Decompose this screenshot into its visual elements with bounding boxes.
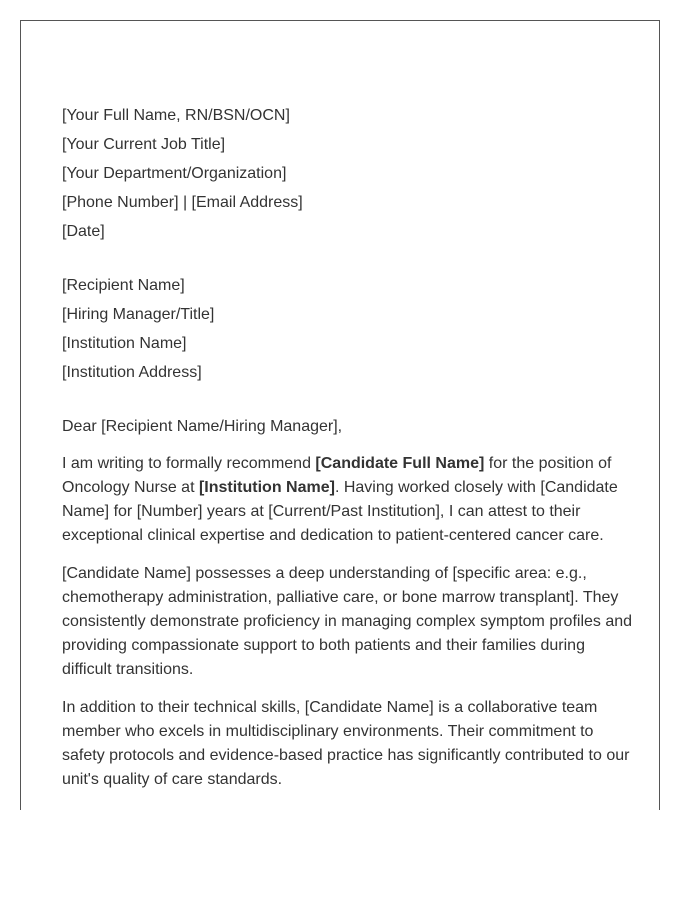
salutation: Dear [Recipient Name/Hiring Manager],: [62, 418, 343, 435]
letter-page: [20, 20, 660, 810]
recipient-address: [Institution Address]: [62, 364, 202, 381]
candidate-name-bold: [Candidate Full Name]: [315, 455, 485, 472]
paragraph-intro-part3: . Having worked closely with [Candidate Name] for [Number] years at [Current/Past Institution], I can attest to their exceptional clinical expertise and dedication to patient-centered cancer care.: [62, 479, 618, 544]
paragraph-expertise: [Candidate Name] possesses a deep understanding of [specific area: e.g., chemotherapy administration, palliative care, or bone marrow transplant]. They consistently demonstrate proficiency in managing complex symptom profiles and providing compassionate support to both patients and their families during difficult transitions.: [62, 565, 633, 678]
recipient-block: [62, 271, 637, 387]
paragraph-teamwork: In addition to their technical skills, [Candidate Name] is a collaborative team member who excels in multidisciplinary environments. Their commitment to safety protocols and evidence-based practice has significantly contributed to our unit's quality of care standards.: [62, 699, 630, 788]
recipient-institution: [Institution Name]: [62, 335, 187, 352]
sender-job-title: [Your Current Job Title]: [62, 136, 226, 153]
letter-date: [Date]: [62, 223, 105, 240]
paragraph-intro-part1: I am writing to formally recommend: [62, 455, 316, 472]
recipient-name: [Recipient Name]: [62, 277, 185, 294]
paragraph-intro: [62, 452, 637, 548]
paragraph-intro-part2: for the position of Oncology Nurse at: [62, 455, 612, 496]
sender-name: [Your Full Name, RN/BSN/OCN]: [62, 107, 290, 124]
sender-block: [62, 101, 637, 246]
letter-content: [62, 101, 637, 792]
institution-name-bold: [Institution Name]: [198, 479, 335, 496]
sender-contact: [Phone Number] | [Email Address]: [62, 194, 303, 211]
sender-department: [Your Department/Organization]: [62, 165, 287, 182]
recipient-title: [Hiring Manager/Title]: [62, 306, 215, 323]
